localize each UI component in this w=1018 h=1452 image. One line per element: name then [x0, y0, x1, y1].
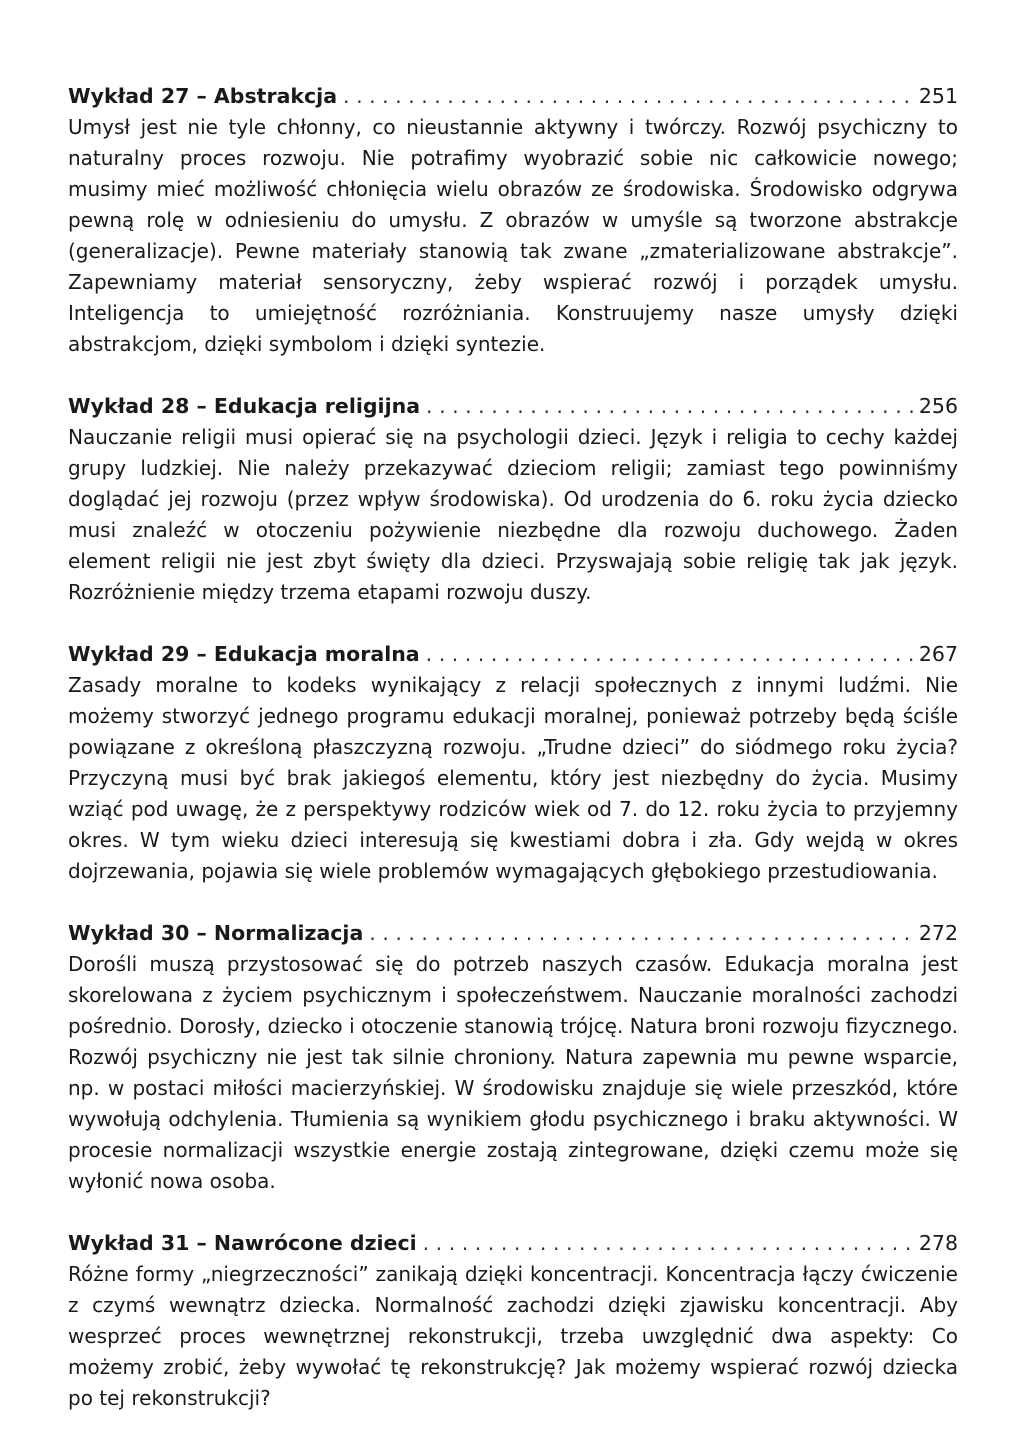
toc-entry-lecture-28: [68, 390, 958, 608]
page-number: 256: [918, 394, 958, 418]
table-of-contents: [68, 80, 958, 1444]
toc-entry-heading: [68, 1227, 958, 1259]
page-number: 272: [918, 921, 958, 945]
lecture-title: Wykład 27 – Abstrakcja: [68, 84, 338, 108]
dot-leader: [343, 80, 913, 112]
toc-entry-lecture-27: [68, 80, 958, 360]
page-number: 267: [918, 642, 958, 666]
lecture-summary: Różne formy „niegrzeczności” zanikają dzięki koncentracji. Koncentracja łączy ćwiczenie z czymś wewnątrz dziecka. Normalność zachodzi dzięki zjawisku koncentracji. Aby wesprzeć proces wewnętrznej rekonstrukcji, trzeba uwzględnić dwa aspekty: Co możemy zrobić, żeby wywołać tę rekonstrukcję? Jak możemy wspierać rozwój dziecka po tej rekonstrukcji?: [68, 1262, 958, 1410]
page-number: 251: [918, 84, 958, 108]
dot-leader: [423, 1227, 913, 1259]
toc-entry-heading: [68, 390, 958, 422]
toc-entry-lecture-29: [68, 638, 958, 887]
lecture-summary: Nauczanie religii musi opierać się na psychologii dzieci. Język i religia to cechy każdej grupy ludzkiej. Nie należy przekazywać dzieciom religii; zamiast tego powinniśmy doglądać jej rozwoju (przez wpływ środowiska). Od urodzenia do 6. roku życia dziecko musi znaleźć w otoczeniu pożywienie niezbędne dla rozwoju duchowego. Żaden element religii nie jest zbyt święty dla dzieci. Przyswajają sobie religię tak jak język. Rozróżnienie między trzema etapami rozwoju duszy.: [68, 425, 958, 604]
lecture-summary: Umysł jest nie tyle chłonny, co nieustannie aktywny i twórczy. Rozwój psychiczny to naturalny proces rozwoju. Nie potrafimy wyobrazić sobie nic całkowicie nowego; musimy mieć możliwość chłonięcia wielu obrazów ze środowiska. Środowisko odgrywa pewną rolę w odniesieniu do umysłu. Z obrazów w umyśle są tworzone abstrakcje (generalizacje). Pewne materiały stanowią tak zwane „zmaterializowane abstrakcje”. Zapewniamy materiał sensoryczny, żeby wspierać rozwój i porządek umysłu. Inteligencja to umiejętność rozróżniania. Konstruujemy nasze umysły dzięki abstrakcjom, dzięki symbolom i dzięki syntezie.: [68, 115, 958, 356]
lecture-summary: Dorośli muszą przystosować się do potrzeb naszych czasów. Edukacja moralna jest skorelowana z życiem psychicznym i społeczeństwem. Nauczanie moralności zachodzi pośrednio. Dorosły, dziecko i otoczenie stanowią trójcę. Natura broni rozwoju fizycznego. Rozwój psychiczny nie jest tak silnie chroniony. Natura zapewnia mu pewne wsparcie, np. w postaci miłości macierzyńskiej. W środowisku znajduje się wiele przeszkód, które wywołują odchylenia. Tłumienia są wynikiem głodu psychicznego i braku aktywności. W procesie normalizacji wszystkie energie zostają zintegrowane, dzięki czemu może się wyłonić nowa osoba.: [68, 952, 958, 1193]
dot-leader: [426, 390, 913, 422]
lecture-title: Wykład 30 – Normalizacja: [68, 921, 364, 945]
lecture-title: Wykład 31 – Nawrócone dzieci: [68, 1231, 417, 1255]
toc-entry-lecture-31: [68, 1227, 958, 1414]
lecture-summary: Zasady moralne to kodeks wynikający z relacji społecznych z innymi ludźmi. Nie możemy stworzyć jednego programu edukacji moralnej, ponieważ potrzeby będą ściśle powiązane z określoną płaszczyzną rozwoju. „Trudne dzieci” do siódmego roku życia? Przyczyną musi być brak jakiegoś elementu, który jest niezbędny do życia. Musimy wziąć pod uwagę, że z perspektywy rodziców wiek od 7. do 12. roku życia to przyjemny okres. W tym wieku dzieci interesują się kwestiami dobra i zła. Gdy wejdą w okres dojrzewania, pojawia się wiele problemów wymagających głębokiego przestudiowania.: [68, 673, 958, 883]
toc-entry-heading: [68, 638, 958, 670]
page-number: 278: [918, 1231, 958, 1255]
toc-entry-heading: [68, 80, 958, 112]
toc-entry-heading: [68, 917, 958, 949]
dot-leader: [369, 917, 913, 949]
lecture-title: Wykład 28 – Edukacja religijna: [68, 394, 421, 418]
lecture-title: Wykład 29 – Edukacja moralna: [68, 642, 420, 666]
dot-leader: [426, 638, 913, 670]
toc-entry-lecture-30: [68, 917, 958, 1197]
